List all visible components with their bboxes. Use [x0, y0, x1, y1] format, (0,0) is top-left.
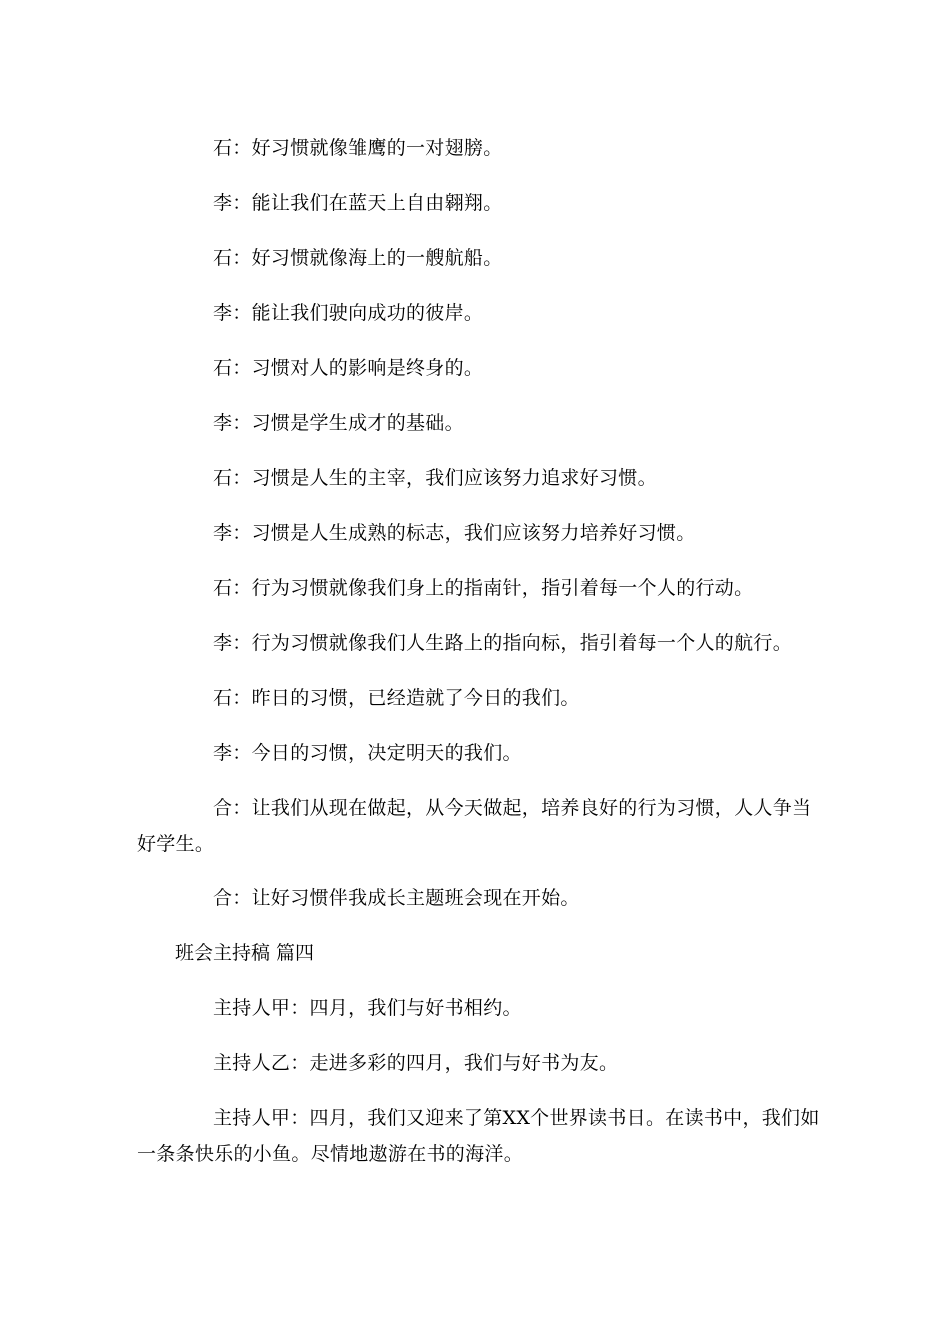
paragraph: 合：让我们从现在做起，从今天做起，培养良好的行为习惯，人人争当好学生。 — [137, 797, 812, 855]
paragraph: 李：能让我们驶向成功的彼岸。 — [213, 302, 484, 324]
paragraph: 主持人乙：走进多彩的四月，我们与好书为友。 — [213, 1052, 619, 1074]
paragraph: 石：好习惯就像海上的一艘航船。 — [213, 247, 503, 269]
paragraph: 李：能让我们在蓝天上自由翱翔。 — [213, 192, 503, 214]
paragraph: 李：习惯是人生成熟的标志，我们应该努力培养好习惯。 — [213, 522, 696, 544]
paragraph: 李：行为习惯就像我们人生路上的指向标，指引着每一个人的航行。 — [213, 632, 793, 654]
paragraph: 主持人甲：四月，我们又迎来了第XX个世界读书日。在读书中，我们如一条条快乐的小鱼。尽情地遨游在书的海洋。 — [137, 1107, 820, 1165]
paragraph: 石：习惯是人生的主宰，我们应该努力追求好习惯。 — [213, 467, 657, 489]
paragraph: 石：昨日的习惯，已经造就了今日的我们。 — [213, 687, 580, 709]
paragraph: 石：行为习惯就像我们身上的指南针，指引着每一个人的行动。 — [213, 577, 754, 599]
paragraph: 石：好习惯就像雏鹰的一对翅膀。 — [213, 137, 503, 159]
paragraph: 主持人甲：四月，我们与好书相约。 — [213, 997, 522, 1019]
paragraph: 李：今日的习惯，决定明天的我们。 — [213, 742, 522, 764]
section-heading: 班会主持稿 篇四 — [175, 942, 315, 964]
paragraph: 合：让好习惯伴我成长主题班会现在开始。 — [213, 887, 580, 909]
paragraph: 石：习惯对人的影响是终身的。 — [213, 357, 484, 379]
paragraph: 李：习惯是学生成才的基础。 — [213, 412, 464, 434]
